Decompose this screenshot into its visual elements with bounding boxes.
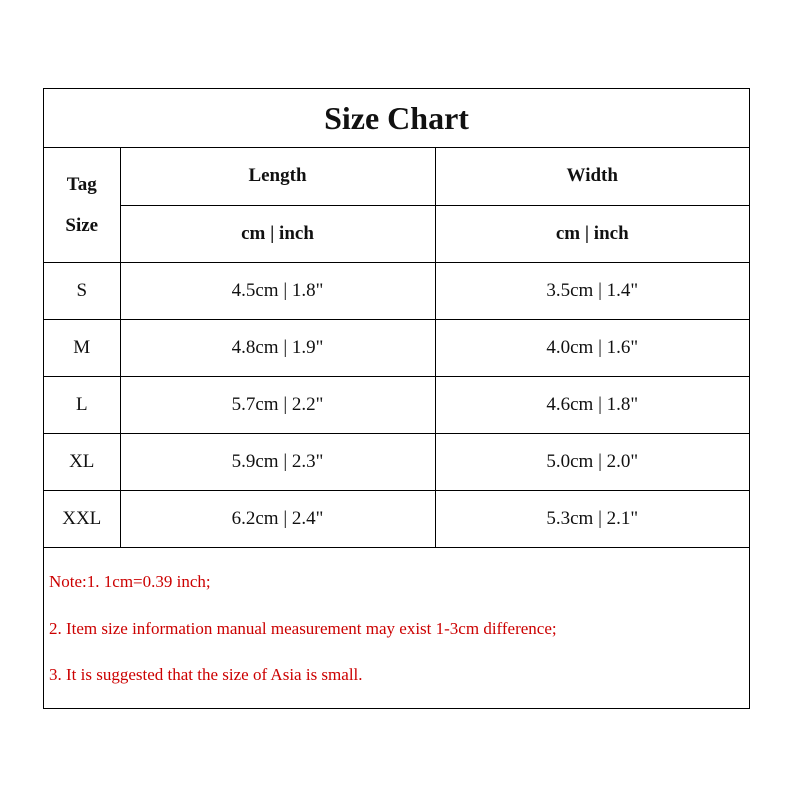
width-cell: 3.5cm | 1.4"	[435, 262, 749, 319]
notes-section	[44, 551, 749, 708]
width-header: Width	[435, 148, 749, 205]
length-cell: 5.9cm | 2.3"	[120, 433, 435, 490]
width-cell: 5.3cm | 2.1"	[435, 490, 749, 547]
table-row	[44, 433, 749, 490]
tag-header-line1: Tag	[66, 173, 97, 195]
length-header: Length	[120, 148, 435, 205]
chart-title: Size Chart	[44, 89, 749, 148]
size-cell: S	[44, 262, 120, 319]
size-cell: M	[44, 319, 120, 376]
tag-size-header	[44, 148, 120, 262]
length-cell: 6.2cm | 2.4"	[120, 490, 435, 547]
table-row	[44, 490, 749, 547]
size-cell: XL	[44, 433, 120, 490]
width-cell: 4.6cm | 1.8"	[435, 376, 749, 433]
width-unit-header: cm | inch	[435, 205, 749, 262]
table-row	[44, 319, 749, 376]
size-chart	[43, 88, 750, 709]
size-table	[44, 148, 749, 548]
unit-row	[44, 205, 749, 262]
width-cell: 5.0cm | 2.0"	[435, 433, 749, 490]
length-cell: 4.5cm | 1.8"	[120, 262, 435, 319]
note-line: Note:1. 1cm=0.39 inch;	[49, 572, 211, 591]
tag-header-line2: Size	[65, 214, 99, 236]
length-unit-header: cm | inch	[120, 205, 435, 262]
size-cell: XXL	[44, 490, 120, 547]
size-cell: L	[44, 376, 120, 433]
note-line: 2. Item size information manual measurement may exist 1-3cm difference;	[49, 619, 557, 638]
width-cell: 4.0cm | 1.6"	[435, 319, 749, 376]
length-cell: 4.8cm | 1.9"	[120, 319, 435, 376]
note-line: 3. It is suggested that the size of Asia is small.	[49, 665, 363, 684]
table-row	[44, 262, 749, 319]
header-row	[44, 148, 749, 205]
length-cell: 5.7cm | 2.2"	[120, 376, 435, 433]
table-row	[44, 376, 749, 433]
